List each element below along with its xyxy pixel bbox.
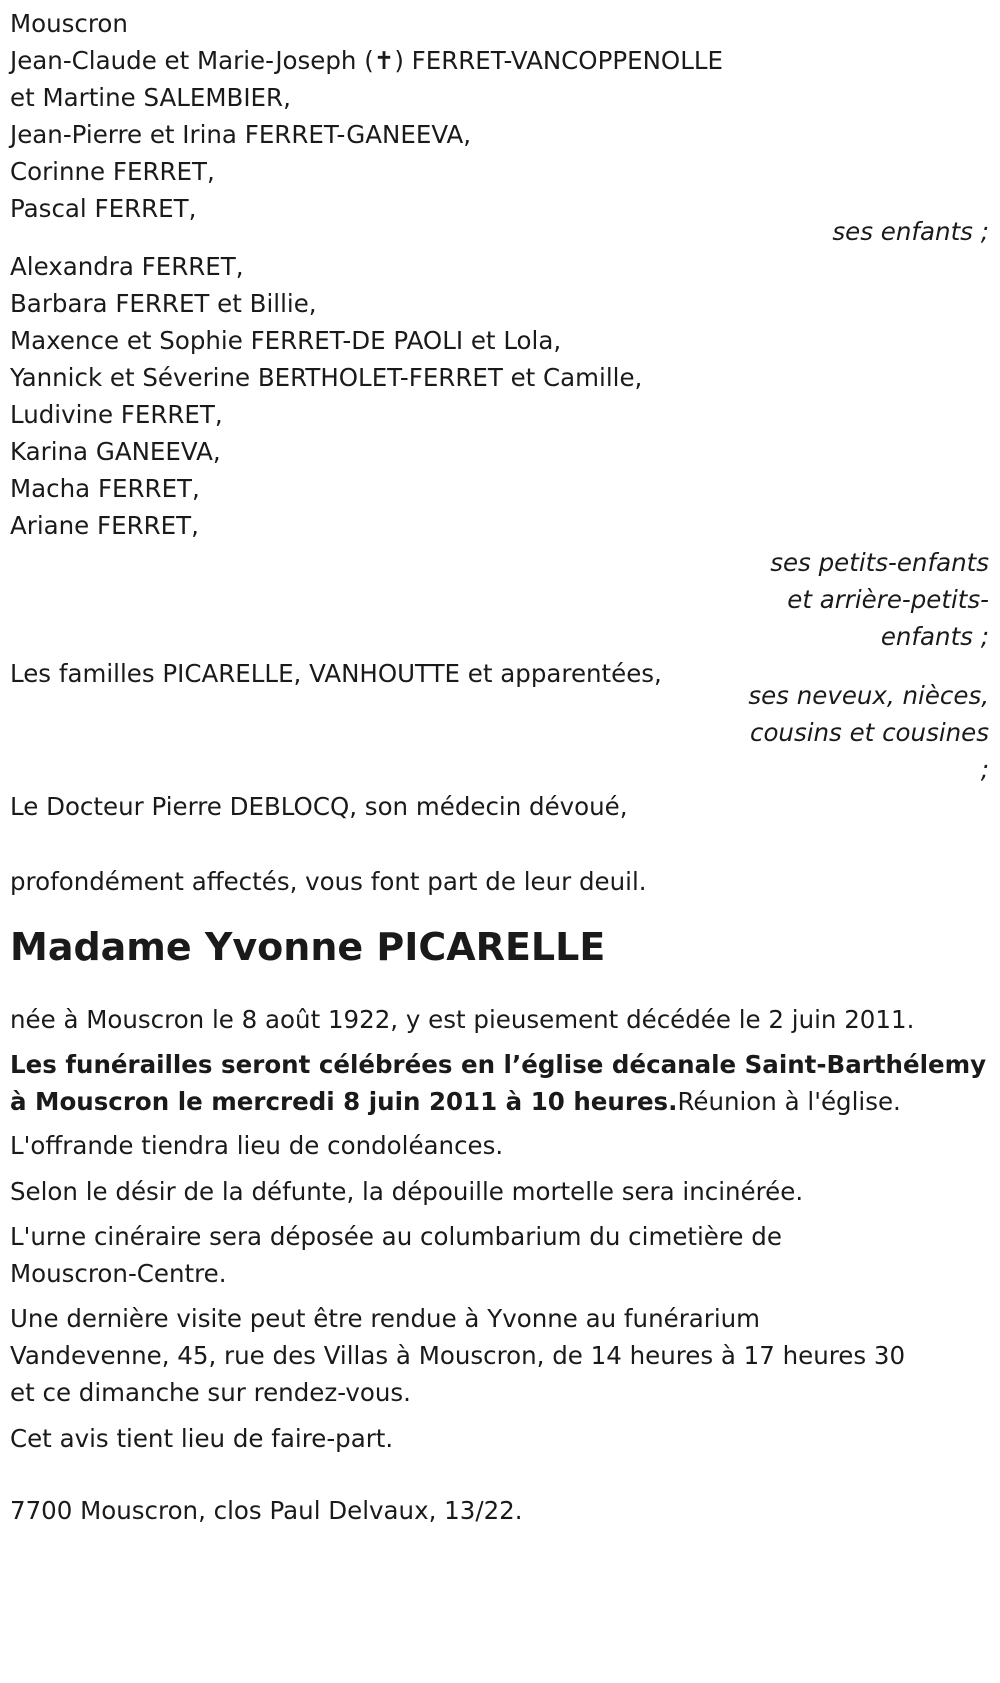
grandchildren-name-3: Maxence et Sophie FERRET-DE PAOLI et Lola,: [10, 326, 562, 355]
notice-paragraph: Cet avis tient lieu de faire-part.: [10, 1424, 394, 1453]
families-role-1: ses neveux, nièces,: [748, 681, 989, 710]
offering-paragraph: L'offrande tiendra lieu de condoléances.: [10, 1131, 504, 1160]
visit-paragraph: Une dernière visite peut être rendue à Yvonne au funérarium Vandevenne, 45, rue des Villas à Mouscron, de 14 heures à 17 heures 30 et ce dimanche sur rendez-vous.: [10, 1304, 906, 1407]
grandchildren-name-7: Macha FERRET,: [10, 474, 200, 503]
cremation-paragraph: Selon le désir de la défunte, la dépouille mortelle sera incinérée.: [10, 1177, 804, 1206]
families-block: [10, 655, 995, 788]
urn-paragraph: L'urne cinéraire sera déposée au columbarium du cimetière de Mouscron-Centre.: [10, 1222, 782, 1288]
children-name-3: Jean-Pierre et Irina FERRET-GANEEVA,: [10, 120, 472, 149]
funeral-details-bold: Les funérailles seront célébrées en l’église décanale Saint-Barthélemy à Mouscron le mercredi 8 juin 2011 à 10 heures.: [10, 1050, 987, 1116]
children-name-2: et Martine SALEMBIER,: [10, 83, 291, 112]
grandchildren-role-2: et arrière-petits-: [787, 585, 989, 614]
funeral-meeting: Réunion à l'église.: [677, 1087, 901, 1116]
families-role-2: cousins et cousines: [749, 718, 989, 747]
funeral-paragraph: [10, 1046, 995, 1120]
children-name-1: Jean-Claude et Marie-Joseph (✝) FERRET-VANCOPPENOLLE: [10, 46, 723, 75]
doctor-line: Le Docteur Pierre DEBLOCQ, son médecin dévoué,: [10, 792, 628, 821]
deceased-name: Madame Yvonne PICARELLE: [10, 925, 606, 969]
families-role-3: ;: [980, 755, 989, 784]
obituary-page: [10, 4, 995, 1541]
children-block: [10, 42, 995, 250]
grandchildren-name-6: Karina GANEEVA,: [10, 437, 221, 466]
children-name-5: Pascal FERRET,: [10, 194, 197, 223]
grandchildren-name-5: Ludivine FERRET,: [10, 400, 223, 429]
children-role: ses enfants ;: [832, 217, 989, 246]
grandchildren-block: [10, 248, 995, 655]
grandchildren-name-4: Yannick et Séverine BERTHOLET-FERRET et Camille,: [10, 363, 643, 392]
birth-death-paragraph: née à Mouscron le 8 août 1922, y est pieusement décédée le 2 juin 2011.: [10, 1005, 915, 1034]
mourning-line: profondément affectés, vous font part de leur deuil.: [10, 867, 647, 896]
families-names: Les familles PICARELLE, VANHOUTTE et apparentées,: [10, 659, 662, 688]
grandchildren-name-1: Alexandra FERRET,: [10, 252, 244, 281]
grandchildren-role-1: ses petits-enfants: [770, 548, 989, 577]
children-name-4: Corinne FERRET,: [10, 157, 215, 186]
address-line: 7700 Mouscron, clos Paul Delvaux, 13/22.: [10, 1496, 523, 1525]
grandchildren-role-3: enfants ;: [880, 622, 989, 651]
grandchildren-name-2: Barbara FERRET et Billie,: [10, 289, 317, 318]
grandchildren-name-8: Ariane FERRET,: [10, 511, 199, 540]
city-heading: Mouscron: [10, 9, 128, 38]
